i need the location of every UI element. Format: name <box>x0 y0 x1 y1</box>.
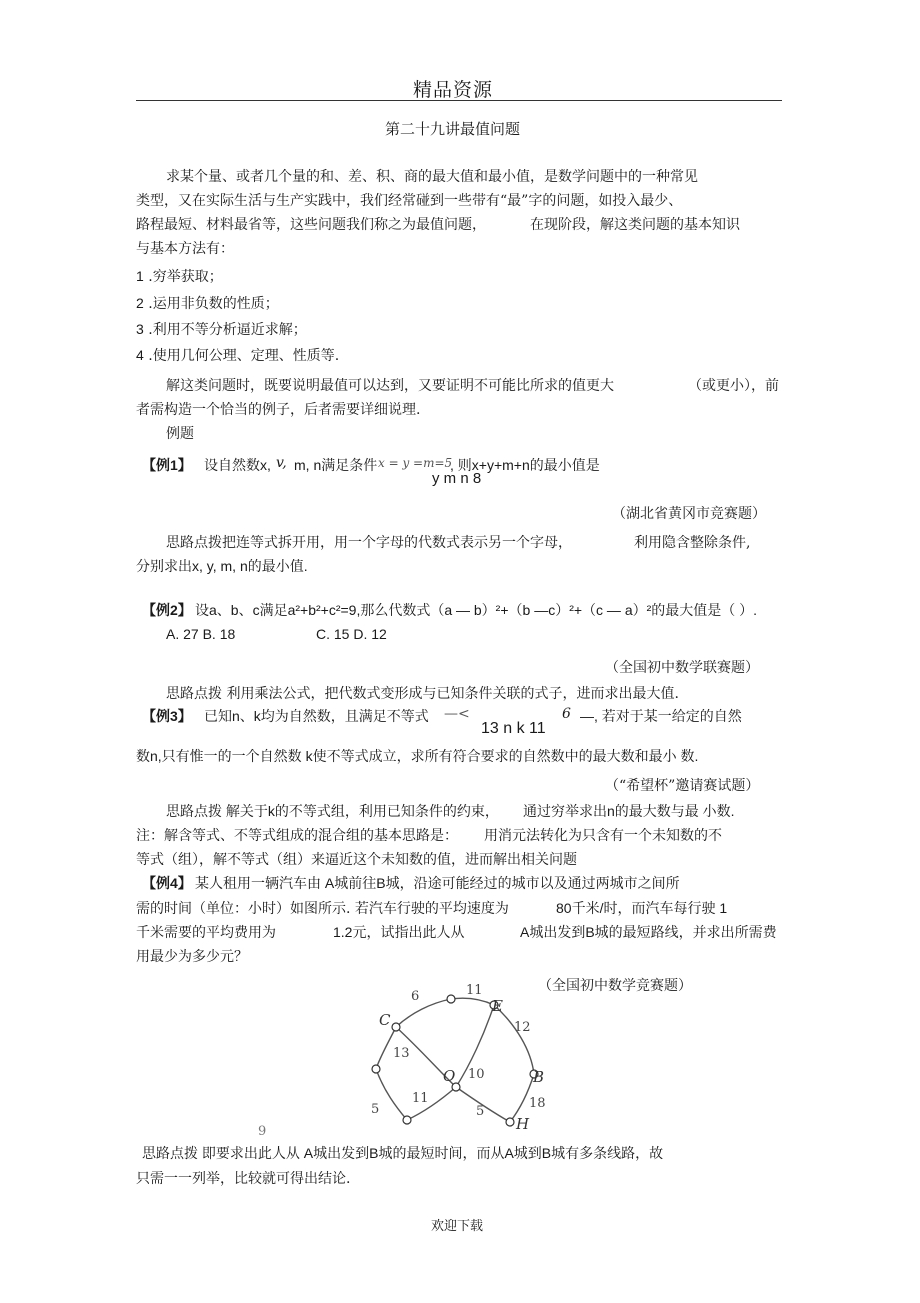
example2-text: 设a、b、c满足a²+b²+c²=9,那么代数式（a — b）²+（b —c）²+（c — a）²的最大值是（ ）. <box>195 602 758 618</box>
edge-label-13: 13 <box>393 1046 410 1061</box>
example4-line-3b: 1.2元，试指出此人从 <box>333 924 465 940</box>
method-number: 1 <box>136 268 144 284</box>
intro-line-4: 与基本方法有： <box>136 241 234 257</box>
footer-text: 欢迎下载 <box>431 1219 484 1234</box>
node-c <box>392 1023 400 1031</box>
example3-note-1b: 用消元法转化为只含有一个未知数的不 <box>484 828 722 844</box>
example2-options-cd: C. 15 D. 12 <box>316 626 387 642</box>
edge-label-11: 11 <box>412 1091 429 1106</box>
example3-hint-1b: 通过穷举求出n的最大数与最 小数. <box>523 803 735 819</box>
example2-options-ab: A. 27 B. 18 <box>166 626 236 642</box>
example4-line-2a: 需的时间（单位：小时）如图所示. 若汽车行驶的平均速度为 <box>136 901 509 917</box>
example1-hint-1b: 利用隐含整除条件, <box>634 535 751 551</box>
edge-label-11-top: 11 <box>466 983 483 998</box>
example1-formula-top: x = y =m=5 <box>378 456 453 470</box>
method-item-1 <box>136 266 223 286</box>
example3-note-2: 等式（组），解不等式（组）来逼近这个未知数的值，进而解出相关问题 <box>136 852 577 868</box>
node-left <box>372 1065 380 1073</box>
node-h <box>506 1118 514 1126</box>
method-text: .利用不等分析逼近求解； <box>148 322 307 338</box>
intro-line-1: 求某个量、或者几个量的和、差、积、商的最大值和最小值，是数学问题中的一种常见 <box>166 169 698 185</box>
edge-label-10: 10 <box>468 1067 485 1082</box>
example2-hint: 思路点拨 利用乘法公式，把代数式变形成与已知条件关联的式子，进而求出最大值. <box>166 686 679 702</box>
example4-line-4: 用最少为多少元？ <box>136 949 248 965</box>
example1-text-b: m, n满足条件 <box>294 457 378 473</box>
example3-line-2: 数n,只有惟一的一个自然数 k使不等式成立，求所有符合要求的自然数中的最大数和最小 数. <box>136 748 699 764</box>
intro-line-2: 类型，又在实际生活与生产实践中，我们经常碰到一些带有“最”字的问题，如投入最少、 <box>136 193 683 209</box>
example3-hint-1a: 思路点拨 解关于k的不等式组，利用已知条件的约束， <box>166 803 499 819</box>
edge-top-e <box>451 998 494 1005</box>
example4-hint-1: 思路点拨 即要求出此人从 A城出发到B城的最短时间，而从A城到B城有多条线路，故 <box>142 1145 664 1161</box>
node-label-e: E <box>492 997 503 1015</box>
example4-hint-2: 只需一一列举，比较就可得出结论. <box>136 1171 351 1187</box>
method-number: 2 <box>136 295 144 311</box>
example4-source: （全国初中数学竞赛题） <box>538 978 692 994</box>
edge-label-5-left: 5 <box>371 1102 380 1117</box>
example4-line-2b: 80千米/时，而汽车每行驶 1 <box>556 900 728 916</box>
method-number: 4 <box>136 347 144 363</box>
chapter-title: 第二十九讲最值问题 <box>385 120 521 138</box>
route-graph <box>366 983 546 1133</box>
edge-label-18: 18 <box>529 1096 546 1111</box>
example1-hint-2: 分别求出x, y, m, n的最小值. <box>136 558 308 574</box>
example1-hint-1a: 思路点拨把连等式拆开用，用一个字母的代数式表示另一个字母， <box>166 535 572 551</box>
example3-text-a: 已知n、k均为自然数，且满足不等式 <box>204 708 429 724</box>
method-text: .运用非负数的性质； <box>148 296 279 312</box>
example1-text-v: v, <box>276 455 287 471</box>
node-top <box>447 995 455 1003</box>
edge-c-top <box>396 999 451 1027</box>
example3-formula-bottom: 13 n k 11 <box>481 720 546 737</box>
intro-line-3a: 路程最短、材料最省等，这些问题我们称之为最值问题， <box>136 217 486 233</box>
example3-fraction-mark: —< <box>444 706 470 722</box>
edge-left-bottom <box>376 1069 407 1120</box>
method-text: .使用几何公理、定理、性质等. <box>148 348 340 364</box>
example3-label: 【例3】 <box>142 708 192 724</box>
figure-label-9: 9 <box>258 1124 267 1139</box>
node-label-c: C <box>379 1011 391 1029</box>
example3-source: （“希望杯”邀请赛试题） <box>605 778 760 794</box>
example1-formula-bottom: y m n 8 <box>432 470 482 487</box>
intro-line-3b: 在现阶段，解这类问题的基本知识 <box>530 217 740 233</box>
example4-line-3c: A城出发到B城的最短路线，并求出所需费 <box>520 924 777 940</box>
note-line-1b: （或更小），前 <box>688 378 779 394</box>
method-item-4 <box>136 345 339 365</box>
header-title: 精品资源 <box>413 79 494 101</box>
example3-text-b: —, 若对于某一给定的自然 <box>580 708 742 724</box>
method-item-3 <box>136 319 307 339</box>
example1-label: 【例1】 <box>142 457 192 473</box>
edge-label-5-right: 5 <box>476 1104 485 1119</box>
example1-text-c: , 则x+y+m+n的最小值是 <box>450 457 600 473</box>
node-label-o: O <box>443 1067 456 1085</box>
node-label-b: B <box>533 1068 545 1086</box>
example2-source: （全国初中数学联赛题） <box>605 660 759 676</box>
method-item-2 <box>136 293 279 313</box>
header-divider <box>136 100 782 101</box>
example3-num-6: 6 <box>562 706 571 722</box>
example4-line-1: 某人租用一辆汽车由 A城前往B城，沿途可能经过的城市以及通过两城市之间所 <box>195 875 680 891</box>
note-line-2: 者需构造一个恰当的例子，后者需要详细说理. <box>136 402 421 418</box>
node-bottom <box>403 1116 411 1124</box>
note-line-1a: 解这类问题时，既要说明最值可以达到，又要证明不可能比所求的值更大 <box>166 378 614 394</box>
examples-heading: 例题 <box>166 426 194 442</box>
edge-e-b <box>494 1005 534 1074</box>
method-text: .穷举获取； <box>148 269 223 285</box>
example1-source: （湖北省黄冈市竞赛题） <box>612 506 766 522</box>
example1-text-a: 设自然数x, <box>204 457 271 473</box>
edge-label-12: 12 <box>514 1020 531 1035</box>
method-number: 3 <box>136 321 144 337</box>
example4-line-3a: 千米需要的平均费用为 <box>136 925 276 941</box>
node-label-h: H <box>516 1115 530 1133</box>
example3-note-1a: 注：解含等式、不等式组成的混合组的基本思路是： <box>136 828 458 844</box>
edge-label-6: 6 <box>411 989 420 1004</box>
example2-label: 【例2】 <box>142 602 192 618</box>
example4-label: 【例4】 <box>142 875 192 891</box>
